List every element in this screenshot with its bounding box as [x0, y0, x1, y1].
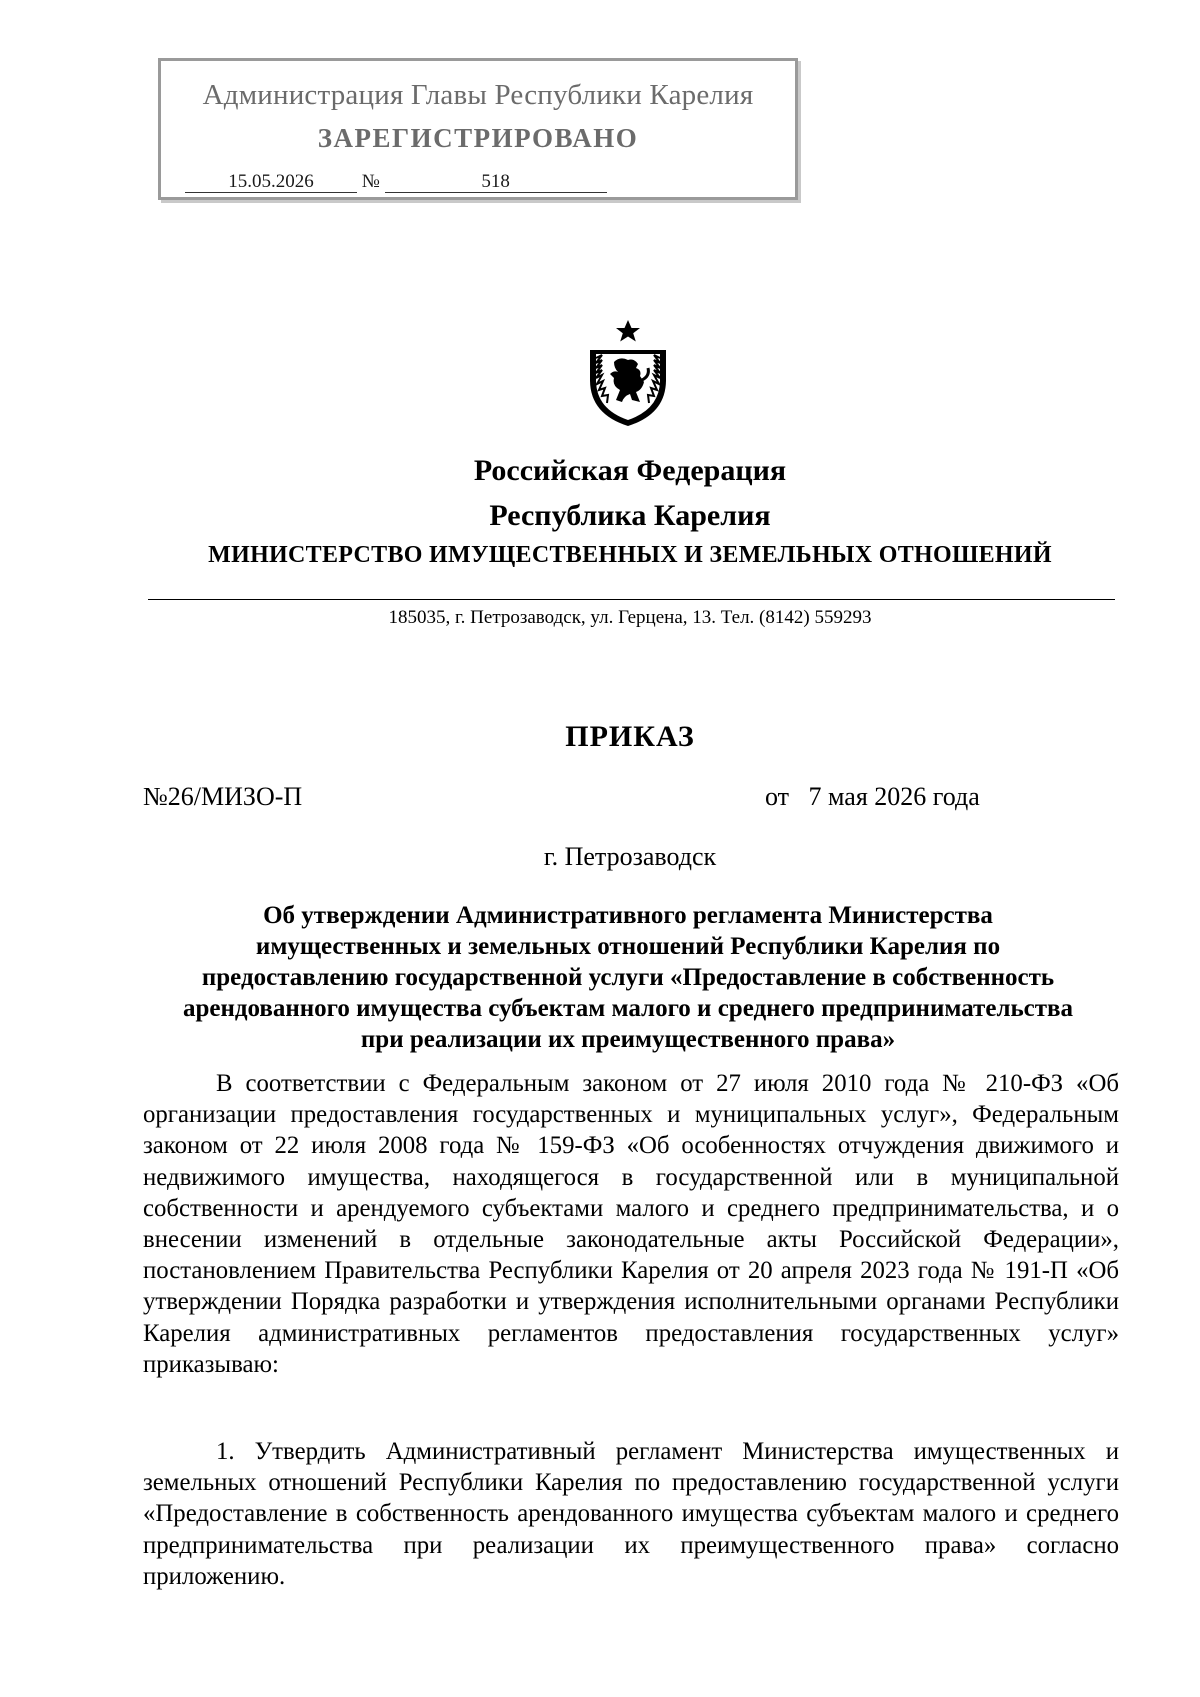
order-number: №26/МИЗО-П [143, 782, 303, 811]
stamp-registration-line [185, 171, 607, 193]
registration-stamp [158, 58, 798, 200]
stamp-number: 518 [385, 172, 607, 193]
stamp-number-label: № [361, 171, 380, 192]
header-address: 185035, г. Петрозаводск, ул. Герцена, 13. Тел. (8142) 559293 [388, 607, 872, 628]
preamble-paragraph: В соответствии с Федеральным законом от 27 июля 2010 года № 210-ФЗ «Об организации предоставления государственных и муниципальных услуг», Федеральным законом от 22 июля 2008 года № 159-ФЗ «Об особенностях отчуждения движимого и недвижимого имущества, находящегося в государственной или в муниципальной собственности и арендуемого субъектами малого и среднего предпринимательства, и о внесении изменений в отдельные законодательные акты Российской Федерации», постановлением Правительства Республики Карелия от 20 апреля 2023 года № 191-П «Об утверждении Порядка разработки и утверждения исполнительными органами Республики Карелия административных регламентов предоставления государственных услуг» приказываю: [143, 1070, 1119, 1378]
header-region: Республика Карелия [489, 499, 771, 532]
stamp-organization: Администрация Главы Республики Карелия [202, 79, 754, 111]
subject-line: при реализации их преимущественного права» [360, 1026, 896, 1053]
subject-line: арендованного имущества субъектам малого и среднего предпринимательства [182, 995, 1074, 1022]
order-city: г. Петрозаводск [543, 842, 717, 871]
karelia-coat-of-arms-icon [582, 318, 674, 428]
subject-line: имущественных и земельных отношений Республики Карелия по [255, 933, 1001, 960]
stamp-status: ЗАРЕГИСТРИРОВАНО [317, 123, 639, 153]
order-item-1: 1. Утвердить Административный регламент Министерства имущественных и земельных отношений Республики Карелия по предоставлению государственной услуги «Предоставление в собственность арендованного имущества субъектам малого и среднего предпринимательства при реализации их преимущественного права» согласно приложению. [143, 1438, 1119, 1590]
stamp-date: 15.05.2026 [185, 172, 357, 193]
order-subject [148, 900, 1108, 1055]
subject-line: Об утверждении Административного регламента Министерства [263, 902, 993, 929]
order-title: ПРИКАЗ [565, 720, 695, 753]
order-date: от 7 мая 2026 года [765, 782, 980, 811]
header-ministry: МИНИСТЕРСТВО ИМУЩЕСТВЕННЫХ И ЗЕМЕЛЬНЫХ ОТНОШЕНИЙ [208, 542, 1052, 568]
header-divider [148, 599, 1115, 600]
subject-line: предоставлению государственной услуги «Предоставление в собственность [201, 964, 1055, 991]
header-country: Российская Федерация [473, 454, 787, 487]
